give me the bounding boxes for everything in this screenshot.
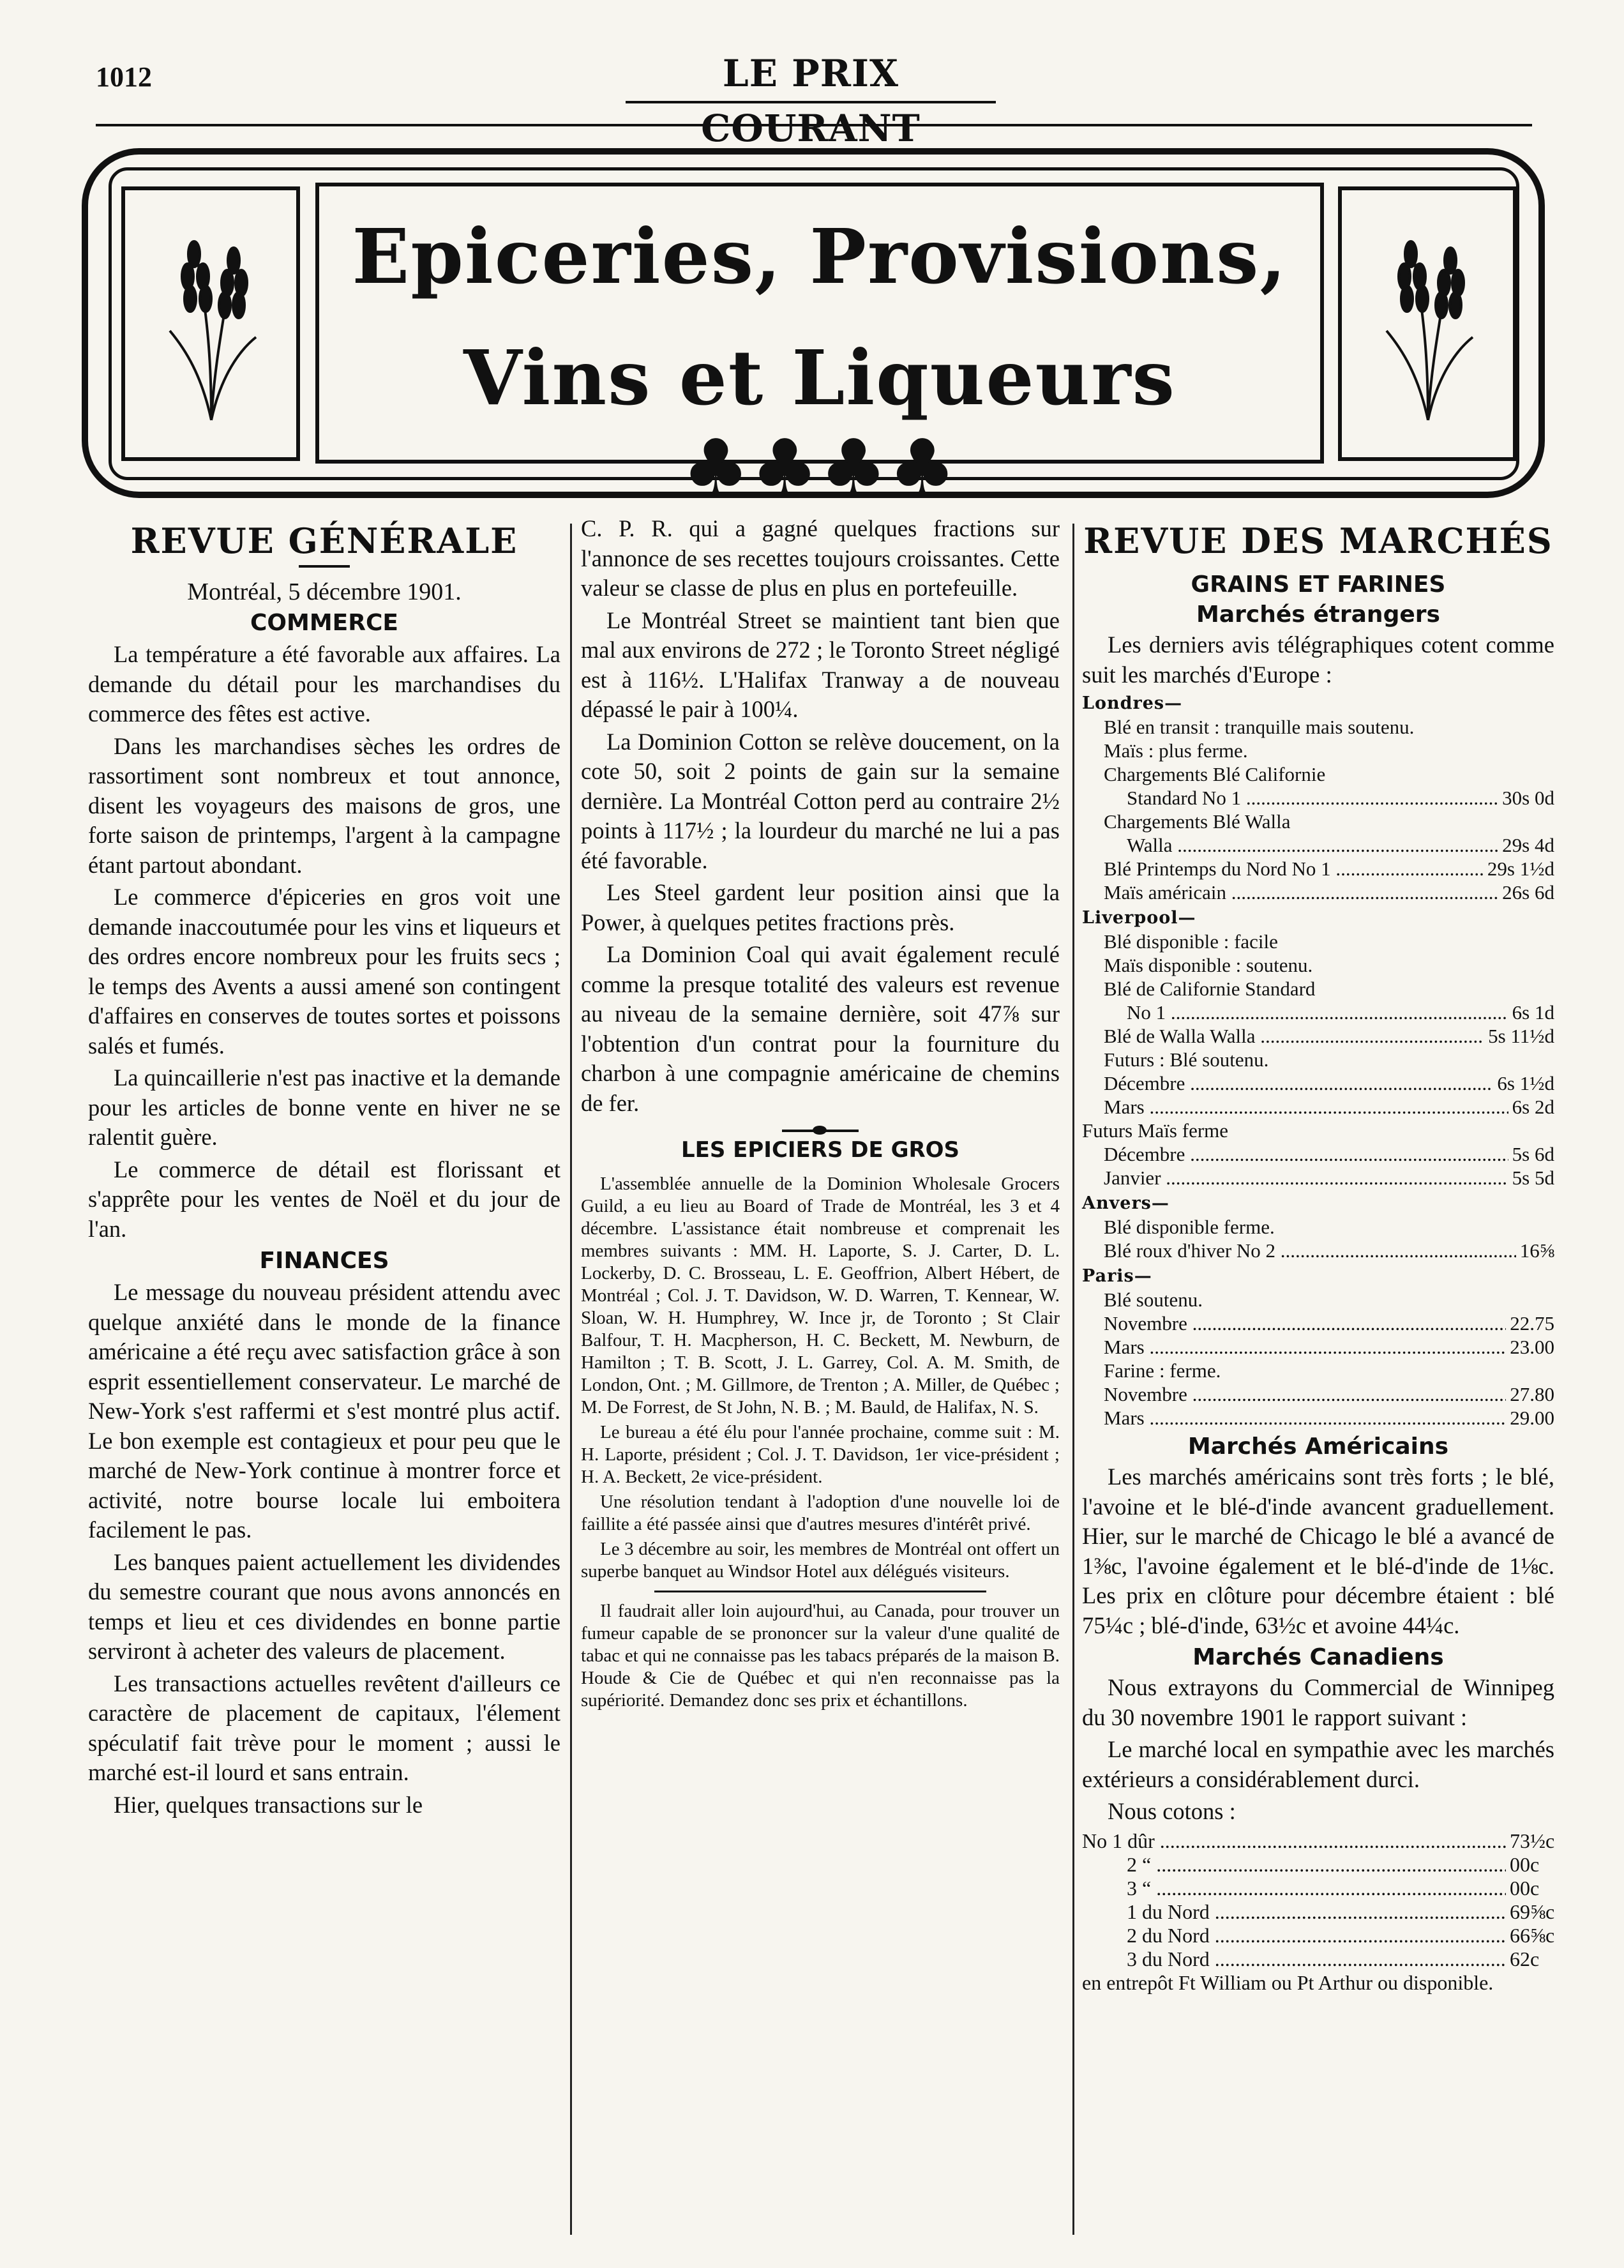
- header-rule: [96, 124, 1532, 126]
- title-rule: [299, 565, 350, 568]
- paragraph: Les Steel gardent leur position ainsi que la Power, à quelques petites fractions près.: [581, 879, 1060, 935]
- section-title: REVUE GÉNÉRALE: [130, 520, 518, 561]
- market-quote: Mars ..... 6s 2d: [1082, 1095, 1554, 1119]
- left-wheat-panel: [121, 186, 300, 461]
- market-quote: Walla ..... 29s 4d: [1082, 833, 1554, 857]
- dateline: Montréal, 5 décembre 1901.: [187, 578, 462, 605]
- subheading-americains: Marchés Américains: [1187, 1433, 1449, 1460]
- subheading-grains: GRAINS ET FARINES: [1191, 571, 1446, 598]
- market-city-liverpool: Liverpool—: [1082, 908, 1196, 928]
- wheat-icon: [151, 222, 272, 427]
- page-number: 1012: [96, 61, 152, 93]
- paragraph: C. P. R. qui a gagné quelques fractions sur l'annonce de ses recettes toujours croissantes. Cette valeur se classe de plus en plus en portefeuille.: [581, 515, 1060, 601]
- column-revue-marches: [1082, 514, 1554, 1995]
- price-line: 2 “ ..... 00c: [1082, 1853, 1554, 1877]
- paragraph: Nous extrayons du Commercial de Winnipeg du 30 novembre 1901 le rapport suivant :: [1082, 1674, 1554, 1730]
- market-note: Futurs : Blé soutenu.: [1104, 1048, 1269, 1071]
- paragraph: La Dominion Cotton se relève doucement, on la cote 50, soit 2 points de gain sur la semaine dernière. La Montréal Cotton perd au contraire 2½ points à 117½ ; la lourdeur du marché ne lui a pas été favorable.: [581, 728, 1060, 873]
- paragraph: L'assemblée annuelle de la Dominion Wholesale Grocers Guild, a eu lieu au Board of Trade de Montréal, les 3 et 4 décembre. L'assistance était nombreuse et comprenait les membres suivants : MM. H. Laporte, S. J. Carter, D. L. Lockerby, D. C. Brosseau, L. E. Geoffrion, Albert Hébert, de Montréal ; Col. J. T. Davidson, W. D. Warren, T. Kennear, W. Sloan, W. H. Humphrey, W. Ince jr, de Toronto ; St Clair Balfour, T. H. Macpherson, H. C. Beckett, M. Newburn, de Hamilton ; T. B. Scott, J. L. Garrey, Col. A. M. Smith, de London, Ont. ; M. Gillmore, de Trenton ; A. Miller, de Québec ; M. De Forrest, de St John, N. B. ; M. Bauld, de Halifax, N. S.: [581, 1174, 1060, 1418]
- market-note: Blé soutenu.: [1104, 1289, 1203, 1311]
- market-quote: Blé de Walla Walla ..... 5s 11½d: [1082, 1024, 1554, 1048]
- price-line: 3 “ ..... 00c: [1082, 1877, 1554, 1900]
- paragraph: Les marchés américains sont très forts ; le blé, l'avoine et le blé-d'inde avancent graduellement. Hier, sur le marché de Chicago le blé a avancé de 1⅜c, l'avoine également et le blé-d'inde de 1⅛c. Les prix en clôture pour décembre étaient : blé 75¼c ; blé-d'inde, 63½c et avoine 44¼c.: [1082, 1463, 1554, 1638]
- column-divider: [1072, 524, 1074, 2235]
- price-footer: en entrepôt Ft William ou Pt Arthur ou disponible.: [1082, 1970, 1494, 1994]
- market-note: Blé disponible ferme.: [1104, 1216, 1275, 1238]
- market-quote: Décembre ..... 6s 1½d: [1082, 1071, 1554, 1095]
- price-line: No 1 dûr ..... 73½c: [1082, 1829, 1554, 1853]
- market-note: Chargements Blé Walla: [1104, 810, 1291, 833]
- column-revue-generale: [88, 514, 560, 1822]
- market-quote: Mars ..... 23.00: [1082, 1335, 1554, 1359]
- paragraph: Le 3 décembre au soir, les membres de Montréal ont offert un superbe banquet au Windsor Hotel aux délégués visiteurs.: [581, 1539, 1060, 1582]
- price-line: 3 du Nord ..... 62c: [1082, 1947, 1554, 1971]
- subheading-epiciers: LES EPICIERS DE GROS: [680, 1137, 960, 1163]
- market-quote: Blé roux d'hiver No 2 ..... 16⅝: [1082, 1239, 1554, 1262]
- column-divider: [570, 524, 572, 2235]
- paragraph: Dans les marchandises sèches les ordres de rassortiment sont nombreux et tout annonce, disent les voyageurs des maisons de gros, une forte saison de printemps, l'argent à la campagne étant partout abondant.: [88, 732, 560, 878]
- paragraph: Le bureau a été élu pour l'année prochaine, comme suit : M. H. Laporte, président ; Col. J. T. Davidson, 1er vice-président ; H. A. Beckett, 2e vice-président.: [581, 1422, 1060, 1487]
- masthead-logo: LE PRIX COURANT: [626, 46, 996, 103]
- paragraph: La Dominion Coal qui avait également reculé comme la presque totalité des valeurs est revenue au niveau de la semaine dernière, soit 47⅞ sur l'obtention d'un contrat pour la fourniture du charbon à une compagnie américaine de chemins de fer.: [581, 941, 1060, 1116]
- ad-paragraph: Il faudrait aller loin aujourd'hui, au Canada, pour trouver un fumeur capable de se prononcer sur la valeur d'une qualité de tabac et qui ne connaisse pas les tabacs préparés de la maison B. Houde & Cie de Québec et qui n'en reconnaisse pas la supériorité. Demandez donc ses prix et échantillons.: [581, 1601, 1060, 1711]
- subheading-commerce: COMMERCE: [250, 610, 398, 636]
- market-city-paris: Paris—: [1082, 1266, 1152, 1286]
- paragraph: Le message du nouveau président attendu avec quelque anxiété dans le monde de la finance américaine a été reçu avec satisfaction grâce à son esprit essentiellement conservateur. Le marché de New-York s'est raffermi et s'est montré plus actif. Le bon exemple est contagieux et pour peu que le marché de New-York continue à montrer force et activité, notre bourse locale lui emboitera facilement le pas.: [88, 1279, 560, 1543]
- market-quote: Blé Printemps du Nord No 1 ..... 29s 1½d: [1082, 857, 1554, 881]
- column-finances-continued: [581, 514, 1060, 1714]
- market-quote: Maïs américain ..... 26s 6d: [1082, 881, 1554, 904]
- right-wheat-panel: [1338, 186, 1517, 461]
- paragraph: Les derniers avis télégraphiques cotent comme suit les marchés d'Europe :: [1082, 631, 1554, 688]
- ornament-separator: [782, 1130, 859, 1132]
- subheading-etrangers: Marchés étrangers: [1196, 601, 1440, 628]
- market-note: Maïs disponible : soutenu.: [1104, 954, 1313, 976]
- market-quote: Standard No 1 ..... 30s 0d: [1082, 786, 1554, 810]
- paragraph: Le commerce d'épiceries en gros voit une demande inaccoutumée pour les vins et liqueurs et des ordres encore nombreux pour les fruits secs ; le temps des Avents a aussi amené son contingent d'affaires en conserves de toutes sortes et poissons salés et fumés.: [88, 884, 560, 1059]
- subheading-finances: FINANCES: [259, 1248, 389, 1274]
- banner-title-panel: [315, 183, 1324, 511]
- market-note: Blé de Californie Standard: [1104, 978, 1316, 1000]
- market-quote: Novembre ..... 22.75: [1082, 1312, 1554, 1335]
- paragraph: La quincaillerie n'est pas inactive et la demande pour les articles de bonne vente en hiver ne se ralentit guère.: [88, 1064, 560, 1150]
- market-note: Chargements Blé Californie: [1104, 763, 1326, 785]
- market-note: Blé en transit : tranquille mais soutenu.: [1104, 716, 1415, 738]
- market-quote: Novembre ..... 27.80: [1082, 1382, 1554, 1406]
- market-note: Futurs Maïs ferme: [1082, 1119, 1229, 1142]
- price-line: 1 du Nord ..... 69⅝c: [1082, 1900, 1554, 1924]
- paragraph: Le Montréal Street se maintient tant bien que mal aux environs de 272 ; le Toronto Street négligé est à 116½. L'Halifax Tranway a de nouveau dépassé le pair à 100¼.: [581, 607, 1060, 722]
- market-note: Blé disponible : facile: [1104, 930, 1278, 953]
- separator-rule: [654, 1591, 986, 1592]
- wheat-icon: [1367, 222, 1489, 427]
- paragraph: Le commerce de détail est florissant et s'apprête pour les ventes de Noël et du jour de l'an.: [88, 1156, 560, 1242]
- banner-title-line1: Epiceries, Provisions,: [352, 212, 1288, 301]
- paragraph: Les banques paient actuellement les dividendes du semestre courant que nous avons annoncés en temps et lieu et ces dividendes en bonne partie serviront à acheter des valeurs de placement.: [88, 1548, 560, 1664]
- subheading-canadiens: Marchés Canadiens: [1192, 1644, 1444, 1670]
- paragraph: Les transactions actuelles revêtent d'ailleurs ce caractère de placement de capitaux, l'élement spéculatif fait trève pour le moment ; aussi le marché est-il lourd et sans entrain.: [88, 1670, 560, 1785]
- paragraph: La température a été favorable aux affaires. La demande du détail pour les marchandises du commerce des fêtes est active.: [88, 641, 560, 727]
- section-title: REVUE DES MARCHÉS: [1083, 520, 1553, 561]
- market-city-anvers: Anvers—: [1082, 1193, 1169, 1213]
- market-quote: Mars ..... 29.00: [1082, 1406, 1554, 1430]
- market-city-londres: Londres—: [1082, 693, 1183, 713]
- paragraph: Hier, quelques transactions sur le: [114, 1791, 423, 1818]
- price-line: 2 du Nord ..... 66⅝c: [1082, 1924, 1554, 1947]
- market-note: Farine : ferme.: [1104, 1359, 1221, 1382]
- paragraph: Le marché local en sympathie avec les marchés extérieurs a considérablement durci.: [1082, 1736, 1554, 1792]
- market-quote: No 1 ..... 6s 1d: [1082, 1001, 1554, 1024]
- banner-title-line2: Vins et Liqueurs ♣♣♣♣: [463, 333, 1176, 511]
- market-note: Maïs : plus ferme.: [1104, 739, 1248, 762]
- paragraph: Une résolution tendant à l'adoption d'une nouvelle loi de faillite a été passée ainsi que d'autres mesures d'intérêt privé.: [581, 1492, 1060, 1534]
- paragraph: Nous cotons :: [1108, 1798, 1236, 1824]
- market-quote: Janvier ..... 5s 5d: [1082, 1166, 1554, 1190]
- market-quote: Décembre ..... 5s 6d: [1082, 1142, 1554, 1166]
